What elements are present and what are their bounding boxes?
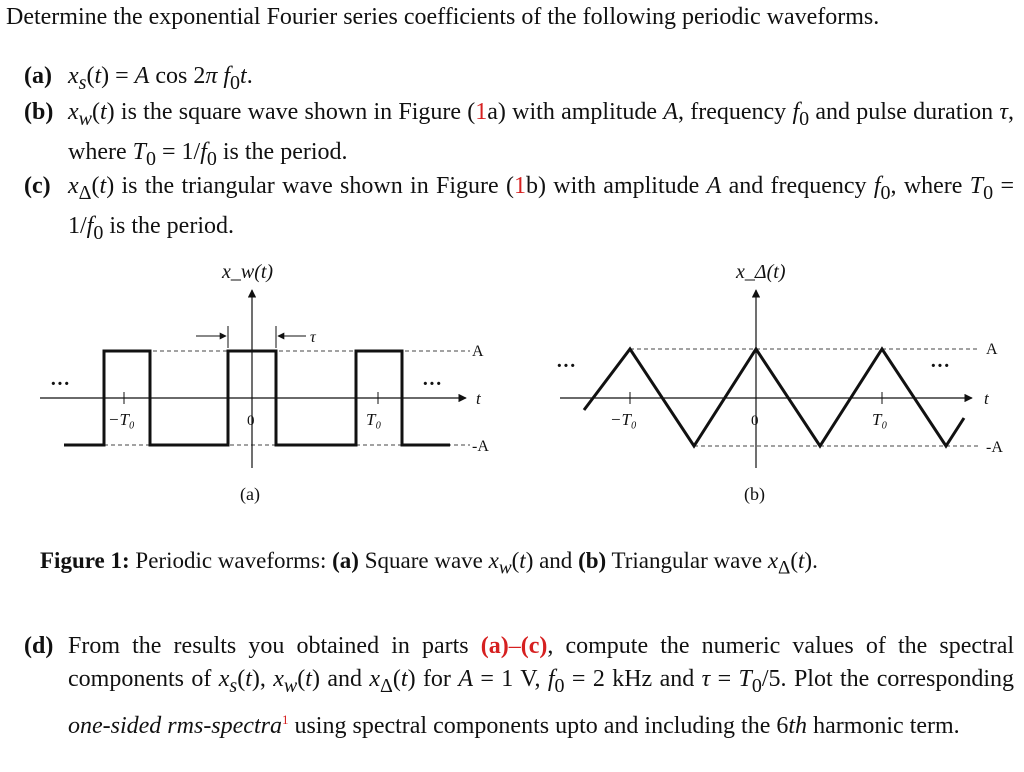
square-t-label: t	[476, 389, 481, 408]
item-c	[24, 170, 1014, 250]
square-T0-label: T₀	[366, 410, 382, 429]
figure-caption	[40, 548, 818, 580]
triangle-neg-T0-label: −T₀	[610, 410, 637, 429]
triangle-wave-plot	[556, 261, 1003, 505]
triangle-ellipsis-right: ···	[930, 355, 951, 377]
square-wave-plot	[40, 261, 489, 505]
item-a-label: (a)	[24, 63, 52, 89]
item-a	[24, 60, 1014, 100]
square-amp-label: A	[472, 343, 484, 360]
triangle-zero-label: 0	[751, 413, 759, 429]
caption-prefix: Figure 1:	[40, 548, 130, 573]
item-d	[24, 630, 1014, 743]
square-zero-label: 0	[247, 413, 255, 429]
triangle-T0-label: T₀	[872, 410, 888, 429]
item-b-label: (b)	[24, 99, 54, 125]
triangle-amp-label: A	[986, 341, 998, 358]
item-d-body: From the results you obtained in parts (a)–(c), compute the numeric values of the spectral components of $x_s(t)$, $x_w(t)$ and $x_\Delta(t)$ for A = 1 V, $f_0 = 2$ kHz and $\tau = T_0/5$. Plot the corresponding one-sided rms-spectra$^1$ using spectral components upto and including the 6th harmonic term.	[68, 633, 1015, 739]
square-neg-amp-label: -A	[472, 438, 489, 455]
square-ylabel: x_w(t)	[222, 261, 274, 283]
footnote-mark: 1	[281, 711, 289, 727]
item-b	[24, 96, 1014, 176]
triangle-neg-amp-label: -A	[986, 439, 1003, 456]
square-ellipsis-right: ···	[422, 373, 443, 395]
square-neg-T0-label: −T₀	[108, 410, 135, 429]
triangle-ylabel: x_Δ(t)	[736, 261, 786, 283]
triangle-t-label: t	[984, 389, 989, 408]
item-b-body: $x_w(t)$ is the square wave shown in Figure (1a) with amplitude A, frequency $f_0$ and pulse duration τ, where $T_0 = 1/f_0$ is the period.	[68, 99, 1014, 170]
item-d-label: (d)	[24, 633, 54, 659]
triangle-ellipsis-left: ···	[556, 355, 577, 377]
caption-text: Periodic waveforms: (a) Square wave $x_w(t)$ and (b) Triangular wave $x_\Delta(t)$.	[135, 548, 818, 579]
tau-label: τ	[310, 329, 316, 346]
problem-intro: Determine the exponential Fourier series coefficients of the following periodic waveforms.	[6, 4, 880, 30]
square-ellipsis-left: ···	[50, 373, 71, 395]
square-sub-label: (a)	[240, 484, 260, 504]
triangle-sub-label: (b)	[744, 484, 765, 504]
item-a-body: $x_s(t) = A$ cos 2π $f_0t$.	[68, 63, 253, 94]
item-c-label: (c)	[24, 173, 51, 199]
figure-1	[0, 250, 1024, 520]
item-c-body: $x_\Delta(t)$ is the triangular wave shown in Figure (1b) with amplitude A and frequency $f_0$, where $T_0 = 1/f_0$ is the period.	[68, 173, 1014, 244]
